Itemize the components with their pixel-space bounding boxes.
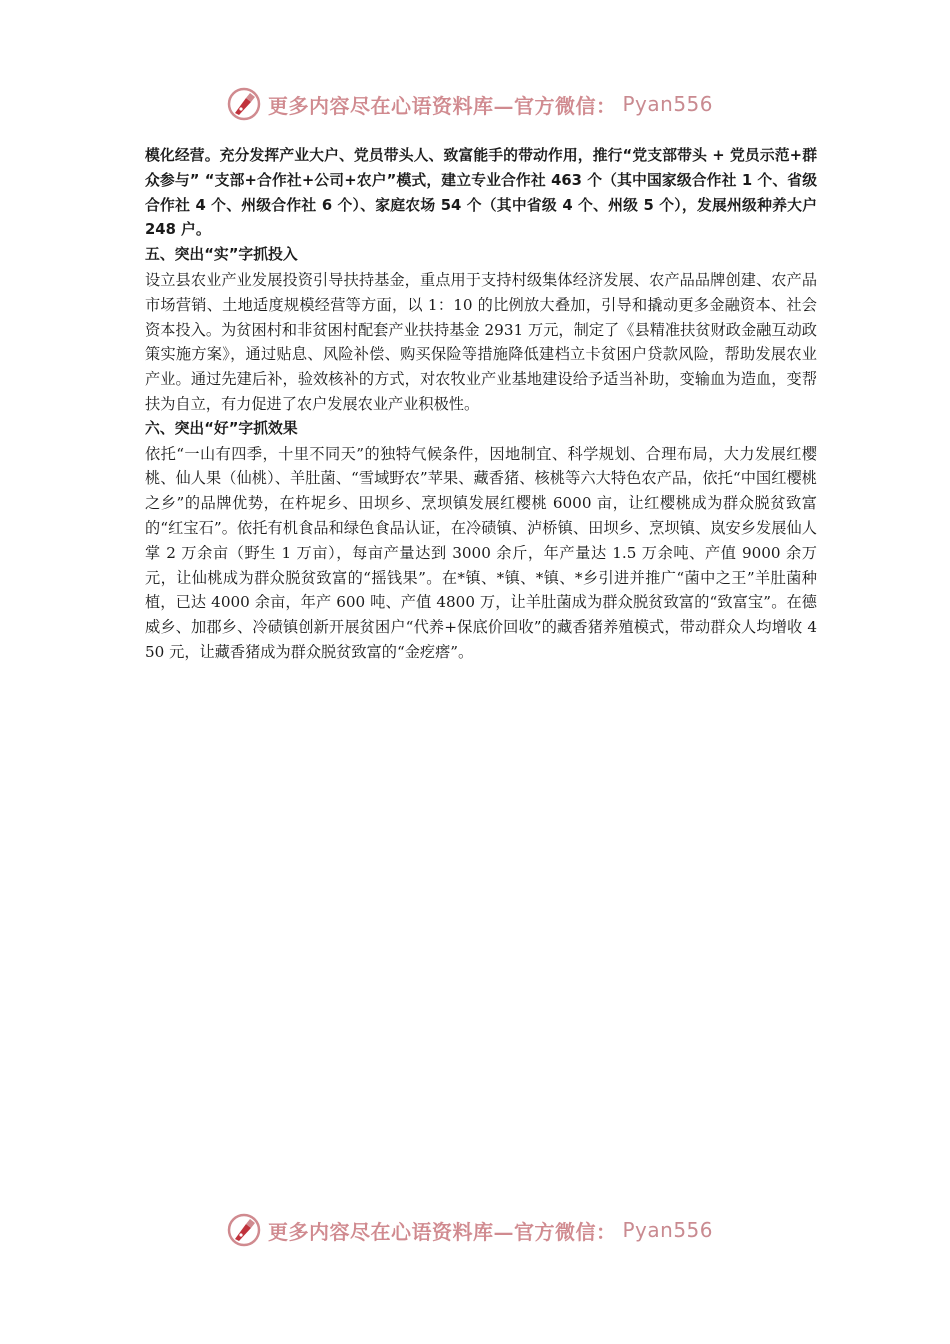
section-6-body: 依托“一山有四季，十里不同天”的独特气候条件，因地制宜、科学规划、合理布局，大力发展红樱桃、仙人果（仙桃）、羊肚菌、“雪域野农”苹果、藏香猪、核桃等六大特色农产品，依托“中国红樱桃之乡”的品牌优势，在杵坭乡、田坝乡、烹坝镇发展红樱桃 6000 亩，让红樱桃成为群众脱贫致富的“红宝石”。依托有机食品和绿色食品认证，在冷碛镇、泸桥镇、田坝乡、烹坝镇、岚安乡发展仙人掌 2 万余亩（野生 1 万亩），每亩产量达到 3000 余斤，年产量达 1.5 万余吨、产值 9000 余万元，让仙桃成为群众脱贫致富的“摇钱果”。在*镇、*镇、*镇、*乡引进并推广“菌中之王”羊肚菌种植，已达 4000 余亩，年产 600 吨、产值 4800 万，让羊肚菌成为群众脱贫致富的“致富宝”。在德威乡、加郡乡、冷碛镇创新开展贫困户“代养+保底价回收”的藏香猪养殖模式，带动群众人均增收 450 元，让藏香猪成为群众脱贫致富的“金疙瘩”。 (145, 444, 817, 661)
section-6-heading: 六、突出“好”字抓效果 (145, 419, 298, 437)
pen-nib-logo-icon (226, 1212, 262, 1248)
watermark-text: 更多内容尽在心语资料库—官方微信： (268, 1219, 617, 1244)
watermark-wechat-id: Pyan556 (622, 92, 714, 116)
header-watermark (226, 84, 713, 124)
pen-nib-logo-icon (226, 86, 262, 122)
section-5-body: 设立县农业产业发展投资引导扶持基金，重点用于支持村级集体经济发展、农产品品牌创建、农产品市场营销、土地适度规模经营等方面，以 1：10 的比例放大叠加，引导和撬动更多金融资本、社会资本投入。为贫困村和非贫困村配套产业扶持基金 2931 万元，制定了《县精准扶贫财政金融互动政策实施方案》，通过贴息、风险补偿、购买保险等措施降低建档立卡贫困户贷款风险，帮助发展农业产业。通过先建后补，验效核补的方式，对农牧业产业基地建设给予适当补助，变输血为造血，变帮扶为自立，有力促进了农户发展农业产业积极性。 (145, 270, 817, 413)
watermark-wechat-id: Pyan556 (622, 1218, 714, 1242)
lead-paragraph: 模化经营。充分发挥产业大户、党员带头人、致富能手的带动作用，推行“党支部带头 + 党员示范+群众参与” “支部+合作社+公司+农户”模式，建立专业合作社 463 个（其中国家级合作社 1 个、省级合作社 4 个、州级合作社 6 个）、家庭农场 54 个（其中省级 4 个、州级 5 个），发展州级种养大户 248 户。 (145, 147, 817, 239)
document-body (145, 144, 817, 665)
watermark-text: 更多内容尽在心语资料库—官方微信： (268, 93, 617, 118)
section-5-heading: 五、突出“实”字抓投入 (145, 246, 298, 264)
footer-watermark (226, 1210, 713, 1250)
